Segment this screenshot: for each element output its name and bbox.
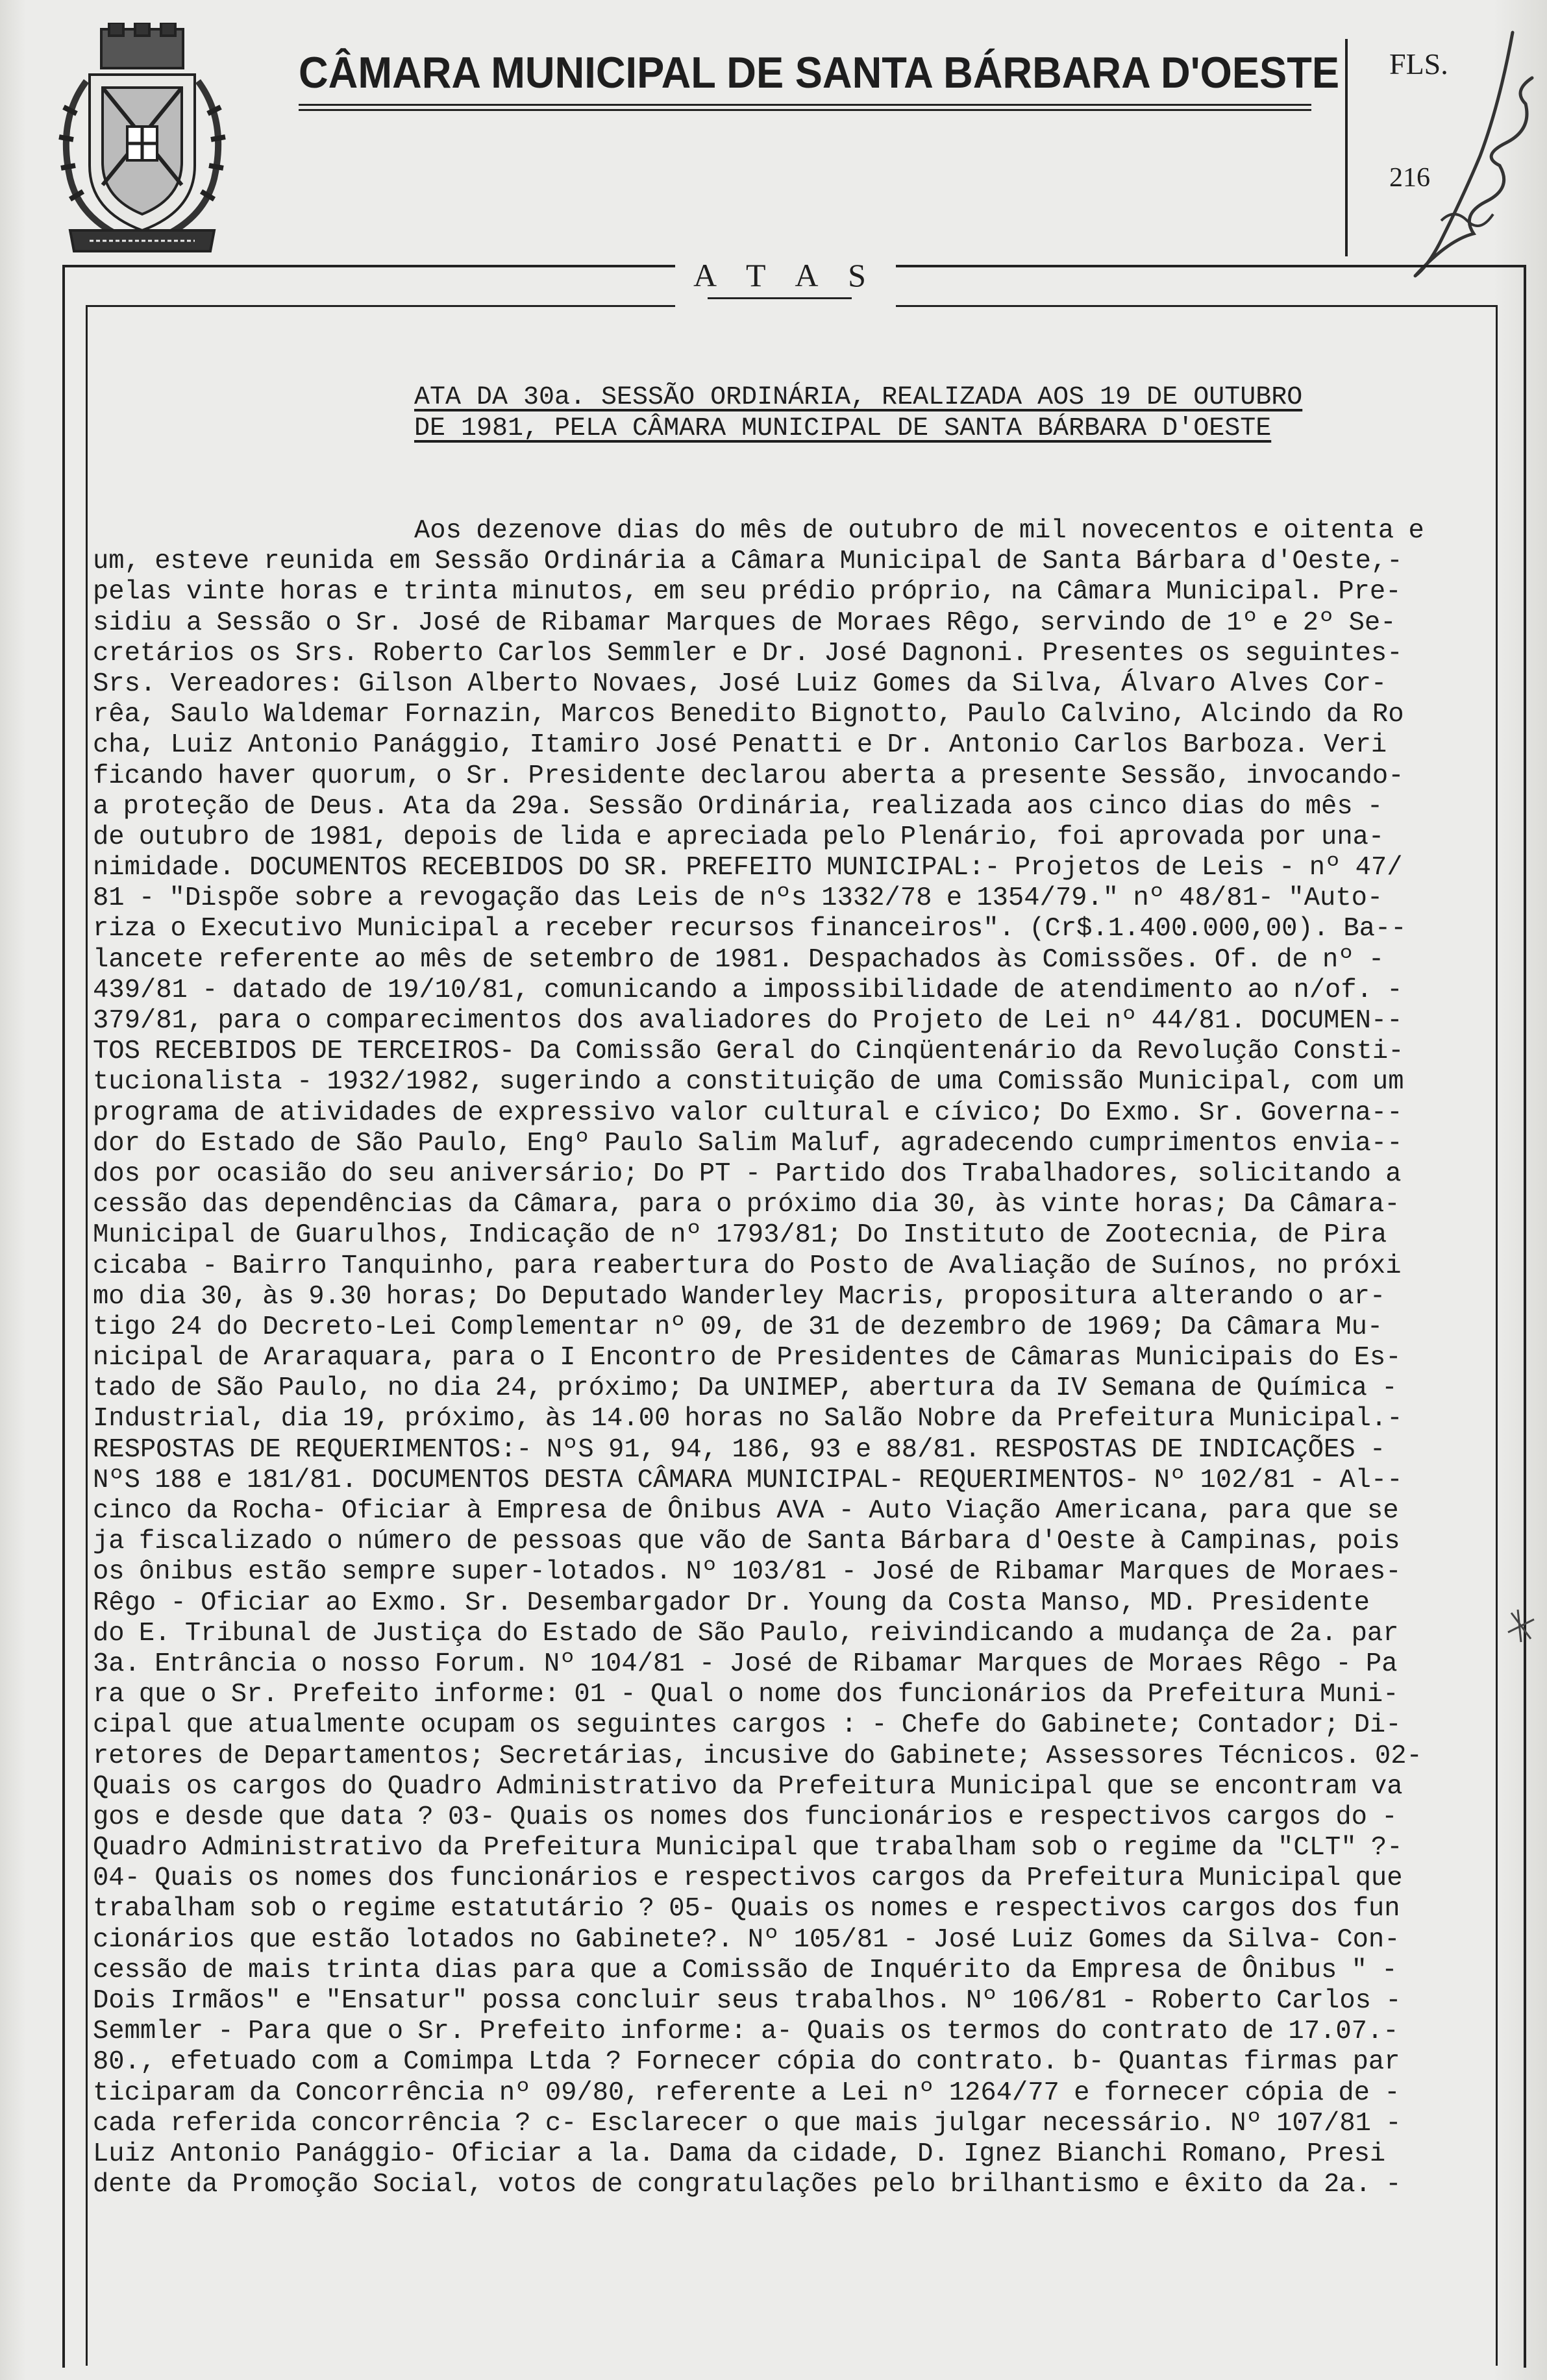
body-line: Quadro Administrativo da Prefeitura Municipal que trabalham sob o regime da "CLT" ?- (93, 1833, 1403, 1863)
body-line: pelas vinte horas e trinta minutos, em seu prédio próprio, na Câmara Municipal. Pre- (93, 577, 1402, 607)
coat-of-arms-icon (51, 23, 234, 253)
body-line: cessão de mais trinta dias para que a Comissão de Inquérito da Empresa de Ônibus " - (93, 1955, 1398, 1985)
body-line: ja fiscalizado o número de pessoas que vão de Santa Bárbara d'Oeste à Campinas, pois (93, 1527, 1400, 1557)
body-line: ra que o Sr. Prefeito informe: 01 - Qual o nome dos funcionários da Prefeitura Muni- (93, 1680, 1399, 1710)
body-line: sidiu a Sessão o Sr. José de Ribamar Marques de Moraes Rêgo, servindo de 1º e 2º Se- (93, 607, 1396, 638)
body-line: nicipal de Araraquara, para o I Encontro de Presidentes de Câmaras Municipais do Es- (93, 1343, 1402, 1373)
section-title: A T A S (693, 257, 878, 293)
handwritten-signature-icon (1402, 26, 1545, 279)
body-line: um, esteve reunida em Sessão Ordinária a Câmara Municipal de Santa Bárbara d'Oeste,- (93, 546, 1403, 577)
chamber-title: CÂMARA MUNICIPAL DE SANTA BÁRBARA D'OESTE (299, 48, 1340, 97)
body-line: ficando haver quorum, o Sr. Presidente declarou aberta a presente Sessão, invocando- (93, 761, 1404, 791)
section-title-underline (708, 297, 852, 299)
margin-mark-icon (1505, 1606, 1537, 1645)
body-line: Quais os cargos do Quadro Administrativo da Prefeitura Municipal que se encontram va (93, 1771, 1403, 1802)
minutes-heading-line1: ATA DA 30a. SESSÃO ORDINÁRIA, REALIZADA AOS 19 DE OUTUBRO (414, 383, 1303, 412)
title-rule-top (299, 104, 1311, 106)
body-line: Industrial, dia 19, próximo, às 14.00 horas no Salão Nobre da Prefeitura Municipal.- (93, 1404, 1403, 1434)
body-line: Aos dezenove dias do mês de outubro de mil novecentos e oitenta e (414, 516, 1424, 546)
body-line: TOS RECEBIDOS DE TERCEIROS- Da Comissão Geral do Cinqüentenário da Revolução Consti- (93, 1037, 1404, 1067)
body-line: gos e desde que data ? 03- Quais os nomes dos funcionários e respectivos cargos do - (93, 1802, 1398, 1832)
body-line: lancete referente ao mês de setembro de 1981. Despachados às Comissões. Of. de nº - (93, 944, 1385, 975)
body-line: cessão das dependências da Câmara, para o próximo dia 30, às vinte horas; Da Câmara- (93, 1190, 1400, 1220)
body-line: mo dia 30, às 9.30 horas; Do Deputado Wanderley Macris, propositura alterando o ar- (93, 1281, 1386, 1312)
body-line: cinco da Rocha- Oficiar à Empresa de Ônibus AVA - Auto Viação Americana, para que se (93, 1496, 1399, 1526)
body-line: trabalham sob o regime estatutário ? 05- Quais os nomes e respectivos cargos dos fun (93, 1894, 1400, 1924)
folio-number: 216 (1389, 163, 1430, 193)
body-line: cha, Luiz Antonio Panággio, Itamiro José Penatti e Dr. Antonio Carlos Barboza. Veri (93, 730, 1387, 761)
body-line: RESPOSTAS DE REQUERIMENTOS:- NºS 91, 94, 186, 93 e 88/81. RESPOSTAS DE INDICAÇÕES - (93, 1434, 1386, 1465)
body-line: tado de São Paulo, no dia 24, próximo; Da UNIMEP, abertura da IV Semana de Química - (93, 1373, 1398, 1404)
body-line: retores de Departamentos; Secretárias, incusive do Gabinete; Assessores Técnicos. 02- (93, 1741, 1422, 1771)
body-line: 379/81, para o comparecimentos dos avaliadores do Projeto de Lei nº 44/81. DOCUMEN-- (93, 1006, 1403, 1036)
body-line: nimidade. DOCUMENTOS RECEBIDOS DO SR. PREFEITO MUNICIPAL:- Projetos de Leis - nº 47/ (93, 853, 1403, 883)
body-line: 439/81 - datado de 19/10/81, comunicando a impossibilidade de atendimento ao n/of. - (93, 975, 1403, 1005)
body-line: ticiparam da Concorrência nº 09/80, referente a Lei nº 1264/77 e fornecer cópia de - (93, 2078, 1400, 2108)
body-line: Semmler - Para que o Sr. Prefeito informe: a- Quais os termos do contrato de 17.07.- (93, 2017, 1399, 2047)
body-line: programa de atividades de expressivo valor cultural e cívico; Do Exmo. Sr. Governa-- (93, 1098, 1403, 1128)
body-line: 3a. Entrância o nosso Forum. Nº 104/81 - José de Ribamar Marques de Moraes Rêgo - Pa (93, 1649, 1398, 1679)
minutes-body (93, 516, 1479, 2200)
body-line: Luiz Antonio Panággio- Oficiar a la. Dama da cidade, D. Ignez Bianchi Romano, Presi (93, 2139, 1386, 2169)
body-line: riza o Executivo Municipal a receber recursos financeiros". (Cr$.1.400.000,00). Ba-- (93, 914, 1407, 944)
body-line: Dois Irmãos" e "Ensatur" possa concluir seus trabalhos. Nº 106/81 - Roberto Carlos - (93, 1986, 1402, 2016)
body-line: 81 - "Dispõe sobre a revogação das Leis de nºs 1332/78 e 1354/79." nº 48/81- "Auto- (93, 883, 1383, 914)
body-line: NºS 188 e 181/81. DOCUMENTOS DESTA CÂMARA MUNICIPAL- REQUERIMENTOS- Nº 102/81 - Al-- (93, 1465, 1403, 1495)
body-line: a proteção de Deus. Ata da 29a. Sessão Ordinária, realizada aos cinco dias do mês - (93, 791, 1383, 822)
body-line: dor do Estado de São Paulo, Engº Paulo Salim Maluf, agradecendo cumprimentos envia-- (93, 1128, 1403, 1159)
body-line: tigo 24 do Decreto-Lei Complementar nº 09, de 31 de dezembro de 1969; Da Câmara Mu- (93, 1312, 1383, 1342)
header-divider (1345, 39, 1348, 256)
body-line: cretários os Srs. Roberto Carlos Semmler e Dr. José Dagnoni. Presentes os seguintes- (93, 638, 1403, 669)
body-line: cipal que atualmente ocupam os seguintes cargos : - Chefe do Gabinete; Contador; Di- (93, 1710, 1402, 1741)
body-line: 04- Quais os nomes dos funcionários e respectivos cargos da Prefeitura Municipal que (93, 1863, 1403, 1894)
title-rule-bottom (299, 109, 1311, 111)
body-line: dente da Promoção Social, votos de congratulações pelo brilhantismo e êxito da 2a. - (93, 2170, 1402, 2200)
body-line: do E. Tribunal de Justiça do Estado de São Paulo, reivindicando a mudança de 2a. par (93, 1618, 1399, 1649)
folio-label: FLS. (1389, 47, 1448, 80)
body-line: cicaba - Bairro Tanquinho, para reabertura do Posto de Avaliação de Suínos, no próxi (93, 1251, 1402, 1281)
body-line: dos por ocasião do seu aniversário; Do PT - Partido dos Trabalhadores, solicitando a (93, 1159, 1402, 1189)
body-line: de outubro de 1981, depois de lida e apreciada pelo Plenário, foi aprovada por una- (93, 822, 1385, 852)
body-line: cionários que estão lotados no Gabinete?. Nº 105/81 - José Luiz Gomes da Silva- Con- (93, 1924, 1400, 1955)
minutes-heading-line2: DE 1981, PELA CÂMARA MUNICIPAL DE SANTA BÁRBARA D'OESTE (414, 414, 1272, 443)
body-line: cada referida concorrência ? c- Esclarecer o que mais julgar necessário. Nº 107/81 - (93, 2108, 1402, 2139)
body-line: 80., efetuado com a Comimpa Ltda ? Fornecer cópia do contrato. b- Quantas firmas par (93, 2047, 1400, 2078)
body-line: os ônibus estão sempre super-lotados. Nº 103/81 - José de Ribamar Marques de Moraes- (93, 1557, 1402, 1588)
body-line: tucionalista - 1932/1982, sugerindo a constituição de uma Comissão Municipal, com um (93, 1067, 1404, 1098)
body-line: Municipal de Guarulhos, Indicação de nº 1793/81; Do Instituto de Zootecnia, de Pira (93, 1220, 1387, 1251)
body-line: rêa, Saulo Waldemar Fornazin, Marcos Benedito Bignotto, Paulo Calvino, Alcindo da Ro (93, 700, 1404, 730)
body-line: Rêgo - Oficiar ao Exmo. Sr. Desembargador Dr. Young da Costa Manso, MD. Presidente (93, 1588, 1370, 1618)
body-line: Srs. Vereadores: Gilson Alberto Novaes, José Luiz Gomes da Silva, Álvaro Alves Cor- (93, 669, 1387, 699)
